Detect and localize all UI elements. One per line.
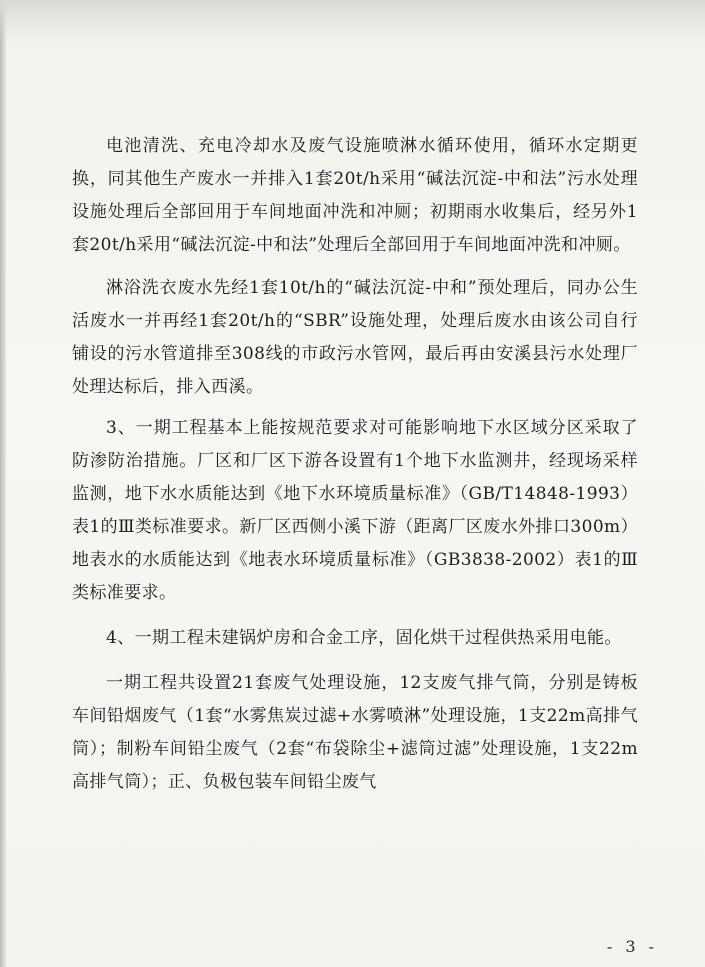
paragraph-exhaust-treatment: 一期工程共设置21套废气处理设施，12支废气排气筒，分别是铸板车间铅烟废气（1套“水雾焦炭过滤+水雾喷淋”处理设施，1支22m高排气筒）；制粉车间铅尘废气（2套“布袋除尘+滤筒过滤”处理设施，1支22m高排气筒）；正、负极包装车间铅尘废气 [72, 673, 638, 792]
paragraph-wastewater-recycling: 电池清洗、充电冷却水及废气设施喷淋水循环使用，循环水定期更换，同其他生产废水一并排入1套20t/h采用“碱法沉淀-中和法”污水处理设施处理后全部回用于车间地面冲洗和冲厕；初期雨水收集后，经另外1套20t/h采用“碱法沉淀-中和法”处理后全部回用于车间地面冲洗和冲厕。 [72, 136, 638, 255]
scan-edge-left [0, 0, 6, 967]
page-number: - 3 - [606, 937, 659, 956]
scan-edge-top [0, 0, 705, 40]
document-body [72, 130, 638, 813]
paragraph-shower-laundry-wastewater: 淋浴洗衣废水先经1套10t/h的“碱法沉淀-中和”预处理后，同办公生活废水一并再经1套20t/h的“SBR”设施处理，处理后废水由该公司自行铺设的污水管道排至308线的市政污水管网，最后再由安溪县污水处理厂处理达标后，排入西溪。 [72, 278, 638, 397]
paragraph-heating-energy: 4、一期工程未建锅炉房和合金工序，固化烘干过程供热采用电能。 [106, 628, 622, 648]
paragraph-groundwater-protection: 3、一期工程基本上能按规范要求对可能影响地下水区域分区采取了防渗防治措施。厂区和厂区下游各设置有1个地下水监测井，经现场采样监测，地下水水质能达到《地下水环境质量标准》（GB/T14848-1993）表1的Ⅲ类标准要求。新厂区西侧小溪下游（距离厂区废水外排口300m）地表水的水质能达到《地表水环境质量标准》（GB3838-2002）表1的Ⅲ类标准要求。 [72, 418, 638, 603]
